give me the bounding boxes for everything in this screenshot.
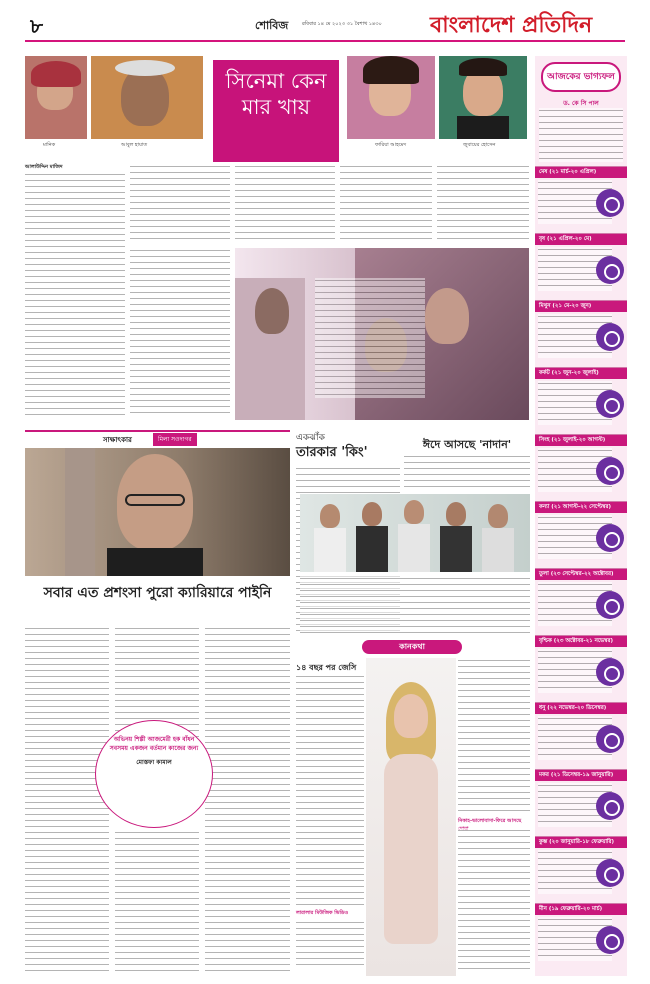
sign-gemini [535, 300, 627, 360]
kankatha-col-2 [458, 658, 530, 814]
sign-gemini-title: মিথুন (২১ মে-২০ জুন) [535, 301, 627, 312]
aquarius-icon [596, 859, 624, 887]
portrait-2 [91, 56, 203, 139]
masthead: বাংলাদেশ প্রতিদিন [430, 13, 593, 38]
sign-pisces-title: মীন (১৯ ফেব্রুয়ারি-২০ মার্চ) [535, 904, 627, 915]
cancer-icon [596, 390, 624, 418]
horoscope-title: আজকের ভাগ্যফল [541, 62, 621, 92]
lara-subhead: লারালার মিউজিক ভিডিও [296, 910, 364, 918]
sign-sagittarius-title: ধনু (২২ নভেম্বর-২০ ডিসেম্বর) [535, 703, 627, 714]
masthead-tagline [438, 12, 448, 24]
sign-aquarius-title: কুম্ভ (২০ জানুয়ারি-১৮ ফেব্রুয়ারি) [535, 837, 627, 848]
sign-virgo [535, 501, 627, 561]
nadaan-headline: ঈদে আসছে 'নাদান' [422, 438, 512, 451]
interview-headline: সবার এত প্রশংসা পুরো ক্যারিয়ারে পাইনি [43, 585, 272, 601]
sign-aries [535, 166, 627, 226]
feature-body-col-2b [130, 248, 230, 418]
page-header [0, 0, 650, 48]
sign-taurus [535, 233, 627, 293]
feature-headline: সিনেমা কেন মার খায় [213, 60, 339, 162]
sign-cancer-title: কর্কট (২১ জুন-২০ জুলাই) [535, 368, 627, 379]
interview-label-bar [25, 430, 290, 444]
pull-quote [95, 720, 213, 828]
leo-icon [596, 457, 624, 485]
sign-virgo-title: কন্যা (২১ আগস্ট-২২ সেপ্টেম্বর) [535, 502, 627, 513]
nikah-subhead: নিকাহ-ভালোবাসা-ফিরে আসছে [458, 818, 522, 824]
sign-libra [535, 568, 627, 628]
nadaan-photo [300, 494, 530, 572]
portrait-4 [439, 56, 527, 139]
pull-quote-text: অভিনয় শিল্পী আজমেরী হক বাঁধন সবসময় একজন বর্তমান কাজের জন্য [109, 736, 199, 752]
sign-capricorn [535, 769, 627, 829]
top-feature [25, 56, 530, 424]
interview-byline: মিলা সওদাগর [153, 433, 197, 446]
feature-body-col-1 [25, 172, 125, 420]
page-number: ৮ [30, 14, 43, 38]
interview-label: সাক্ষাৎকার [103, 436, 132, 444]
gemini-icon [596, 323, 624, 351]
section-label: শোবিজ [255, 19, 289, 32]
horoscope-author: ড. কে সি পাল [563, 100, 599, 107]
sign-libra-title: তুলা (২৩ সেপ্টেম্বর-২২ অক্টোবর) [535, 569, 627, 580]
feature-body-col-5 [437, 164, 529, 244]
feature-byline: আলাউদ্দিন মাজিদ [25, 164, 63, 170]
caption-4: জুবায়ের হোসেন [463, 142, 496, 148]
nadaan-section [404, 430, 530, 634]
sign-pisces [535, 903, 627, 963]
date-line: রবিবার ১৪ মে ২০২৩ ৩১ বৈশাখ ১৪৩০ [302, 21, 382, 27]
kankatha-section [296, 640, 530, 976]
sign-leo-title: সিংহ (২১ জুলাই-২০ আগস্ট) [535, 435, 627, 446]
horoscope-intro [539, 108, 623, 162]
pull-quote-name: মোস্তফা কামাল [136, 759, 172, 766]
jessie-photo [366, 658, 456, 976]
kankatha-col-3 [458, 828, 530, 970]
caption-2: আবুল হায়াত [121, 142, 148, 148]
sign-cancer [535, 367, 627, 427]
interview-col-3 [205, 626, 290, 972]
virgo-icon [596, 524, 624, 552]
feature-body-col-2 [130, 164, 230, 244]
king-title: তারকার 'কিং' [296, 445, 368, 460]
sign-taurus-title: বৃষ (২১ এপ্রিল-২০ মে) [535, 234, 627, 245]
feature-body-col-3 [235, 164, 335, 244]
sign-capricorn-title: মকর (২১ ডিসেম্বর-১৯ জানুয়ারি) [535, 770, 627, 781]
caption-1: মানিক [43, 142, 56, 148]
interview-col-2b [115, 830, 199, 972]
portrait-3 [347, 56, 435, 139]
capricorn-icon [596, 792, 624, 820]
feature-body-col-4 [340, 164, 432, 244]
nadaan-body [300, 576, 530, 634]
film-still [235, 248, 529, 420]
nadaan-intro [404, 454, 530, 492]
sagittarius-icon [596, 725, 624, 753]
sign-scorpio [535, 635, 627, 695]
libra-icon [596, 591, 624, 619]
aries-icon [596, 189, 624, 217]
interview-col-1 [25, 626, 109, 972]
taurus-icon [596, 256, 624, 284]
kankatha-label: কানকথা [362, 640, 462, 654]
caption-3: ফারিয়া আহমেদ [375, 142, 407, 148]
horoscope-column [535, 56, 627, 976]
portrait-1 [25, 56, 87, 139]
kankatha-col-1 [296, 674, 364, 970]
king-title-small: একঝাঁক [296, 433, 325, 443]
interview-photo [25, 448, 290, 576]
sign-leo [535, 434, 627, 494]
sign-aries-title: মেষ (২১ মার্চ-২০ এপ্রিল) [535, 167, 627, 178]
interview-section [25, 430, 290, 976]
jessie-headline: ১৪ বছর পর জেসি [296, 663, 357, 672]
header-rule [25, 40, 625, 42]
sign-scorpio-title: বৃশ্চিক (২৩ অক্টোবর-২১ নভেম্বর) [535, 636, 627, 647]
pisces-icon [596, 926, 624, 954]
sign-sagittarius [535, 702, 627, 762]
scorpio-icon [596, 658, 624, 686]
sign-aquarius [535, 836, 627, 896]
